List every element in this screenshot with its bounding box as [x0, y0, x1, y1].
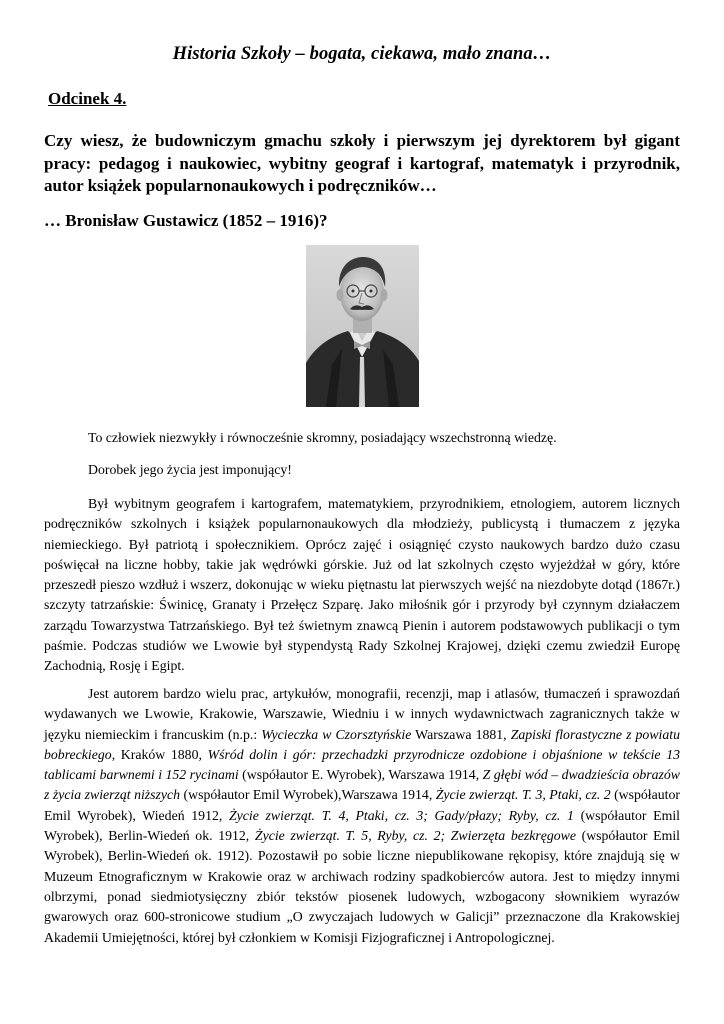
answer-line: … Bronisław Gustawicz (1852 – 1916)?	[44, 211, 328, 230]
portrait-photo	[306, 245, 419, 407]
achievements-paragraph: Dorobek jego życia jest imponujący!	[88, 462, 292, 477]
text-segment: (współautor Emil Wyrobek), Wiedeń 1912,	[44, 787, 680, 823]
text-segment: , Kraków 1880,	[111, 746, 208, 762]
book-title: Życie zwierząt. T. 4, Ptaki, cz. 3; Gady/płazy; Ryby, cz. 1	[229, 807, 574, 823]
text-segment: Jest autorem bardzo wielu prac, artykułów, monografii, recenzji, map i atlasów, tłumaczeń i sprawozdań wydawanych we Lwowie, Krakowie, Warszawie, Wiedniu i w innych wydawnictwach zagranicznych także w języku niemieckim i francuskim (n.p.:	[44, 686, 680, 742]
text-segment: (współautor Emil Wyrobek), Berlin-Wiedeń ok. 1912). Pozostawił po sobie liczne niepublikowane rękopisy, które znajdują się w Muzeum Etnograficznym w Krakowie oraz w archiwach rodziny spadkobierców autora. Jest to między innymi olbrzymi, ponad siedmiotysięczny zbiór tekstów piosenek ludowych, wzbogacony słownikiem wyrazów gwarowych oraz 600-stronicowe studium „O zwyczajach ludowych w Galicji” przeznaczone dla Krakowskiej Akademii Umiejętności, której był członkiem w Komisji Fizjograficznej i Antropologicznej.	[44, 828, 681, 945]
publications-paragraph	[44, 684, 680, 948]
document-title: Historia Szkoły – bogata, ciekawa, mało znana…	[172, 44, 552, 64]
book-title: Wśród dolin i gór: przechadzki przyrodnicze ozdobione i objaśnione w tekście 13 tablicami barwnemi i 152 rycinami	[44, 746, 680, 783]
book-title: Zapiski florastyczne z powiatu bobreckiego	[44, 726, 680, 762]
text-segment: Warszawa 1881,	[411, 726, 511, 742]
text-segment: (współautor Emil Wyrobek),Warszawa 1914,	[180, 787, 436, 803]
text-segment: (współautor Emil Wyrobek), Berlin-Wiedeń ok. 1912,	[44, 807, 680, 844]
portrait-image	[306, 245, 419, 407]
book-title: Życie zwierząt. T. 5, Ryby, cz. 2; Zwierzęta bezkręgowe	[254, 828, 576, 844]
book-title: Z głębi wód – dwadzieścia obrazów z życia zwierząt niższych	[44, 767, 680, 803]
biography-paragraph: Był wybitnym geografem i kartografem, matematykiem, przyrodnikiem, etnologiem, autorem licznych podręczników szkolnych i książek popularnonaukowych dla młodzieży, publicystą i tłumaczem z języka niemieckiego. Był patriotą i społecznikiem. Oprócz zajęć i osiągnięć czysto naukowych bardzo dużo czasu poświęcał na liczne hobby, takie jak wędrówki górskie. Już od lat szkolnych często wyjeżdżał w góry, które przeszedł pieszo wzdłuż i wszerz, dokonując w wieku piętnastu lat pierwszych wejść na niezdobyte dotąd (1867r.) szczyty tatrzańskie: Świnicę, Granaty i Przełęcz Szparę. Jako miłośnik gór i przyrody był czynnym działaczem zarządu Towarzystwa Tatrzańskiego. Był też świetnym znawcą Pienin i autorem podstawowych publikacji o tym paśmie. Podczas studiów we Lwowie był stypendystą Rady Szkolnej Krajowej, dzięki czemu zwiedził Europę Zachodnią, Rosję i Egipt.	[44, 496, 680, 674]
intro-paragraph: To człowiek niezwykły i równocześnie skromny, posiadający wszechstronną wiedzę.	[88, 430, 557, 445]
episode-label: Odcinek 4.	[48, 89, 127, 108]
book-title: Wycieczka w Czorsztyńskie	[261, 726, 412, 742]
text-segment: (współautor E. Wyrobek), Warszawa 1914,	[238, 767, 483, 783]
question-text: Czy wiesz, że budowniczym gmachu szkoły i pierwszym jej dyrektorem był gigant pracy: pedagog i naukowiec, wybitny geograf i kartograf, matematyk i przyrodnik, autor książek popularnonaukowych i podręczników…	[44, 131, 680, 195]
book-title: Życie zwierząt. T. 3, Ptaki, cz. 2	[435, 787, 611, 803]
